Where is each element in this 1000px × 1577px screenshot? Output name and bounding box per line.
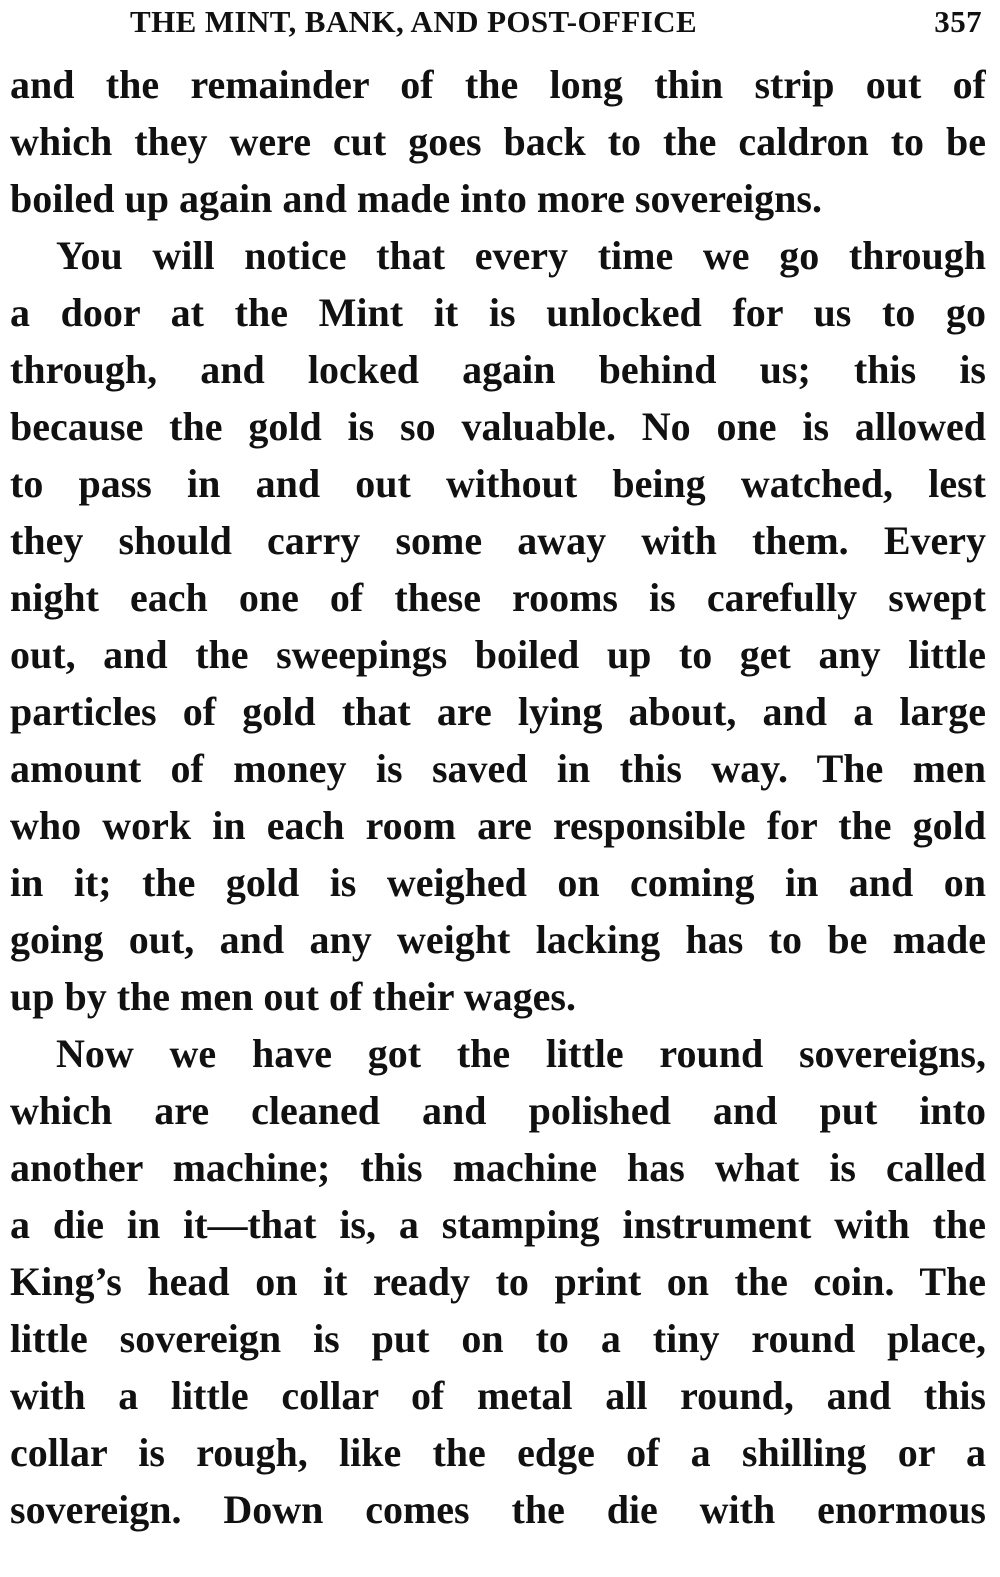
text-line: up by the men out of their wages. bbox=[10, 974, 576, 1019]
text-line: a die in it—that is, a stamping instrument with the bbox=[10, 1202, 986, 1247]
text-line: which they were cut goes back to the caldron to be bbox=[10, 119, 986, 164]
text-line: You will notice that every time we go through bbox=[56, 233, 986, 278]
text-line: amount of money is saved in this way. The men bbox=[10, 746, 986, 791]
running-head-title: THE MINT, BANK, AND POST-OFFICE bbox=[130, 4, 698, 39]
text-line: who work in each room are responsible for the gold bbox=[10, 803, 986, 848]
text-line: little sovereign is put on to a tiny round place, bbox=[10, 1316, 986, 1361]
body-text bbox=[10, 56, 986, 1538]
text-line: particles of gold that are lying about, and a large bbox=[10, 689, 986, 734]
text-line: going out, and any weight lacking has to be made bbox=[10, 917, 986, 962]
text-line: through, and locked again behind us; this is bbox=[10, 347, 986, 392]
text-line: King’s head on it ready to print on the coin. The bbox=[10, 1259, 986, 1304]
text-line: and the remainder of the long thin strip out of bbox=[10, 62, 986, 107]
text-line: because the gold is so valuable. No one is allowed bbox=[10, 404, 986, 449]
text-line: night each one of these rooms is carefully swept bbox=[10, 575, 986, 620]
text-line: boiled up again and made into more sovereigns. bbox=[10, 176, 822, 221]
page-number: 357 bbox=[934, 4, 982, 39]
paragraph-continuation bbox=[10, 56, 986, 227]
text-line: which are cleaned and polished and put into bbox=[10, 1088, 986, 1133]
text-line: in it; the gold is weighed on coming in and on bbox=[10, 860, 986, 905]
text-line: sovereign. Down comes the die with enormous bbox=[10, 1487, 986, 1532]
paragraph-mint-security bbox=[10, 227, 986, 1025]
text-line: collar is rough, like the edge of a shilling or a bbox=[10, 1430, 986, 1475]
text-line: with a little collar of metal all round, and this bbox=[10, 1373, 986, 1418]
text-line: a door at the Mint it is unlocked for us to go bbox=[10, 290, 986, 335]
text-line: another machine; this machine has what is called bbox=[10, 1145, 986, 1190]
text-line: out, and the sweepings boiled up to get any little bbox=[10, 632, 986, 677]
text-line: Now we have got the little round sovereigns, bbox=[56, 1031, 986, 1076]
text-line: they should carry some away with them. Every bbox=[10, 518, 986, 563]
running-head bbox=[10, 0, 986, 56]
text-line: to pass in and out without being watched, lest bbox=[10, 461, 986, 506]
paragraph-stamping-sovereigns bbox=[10, 1025, 986, 1538]
